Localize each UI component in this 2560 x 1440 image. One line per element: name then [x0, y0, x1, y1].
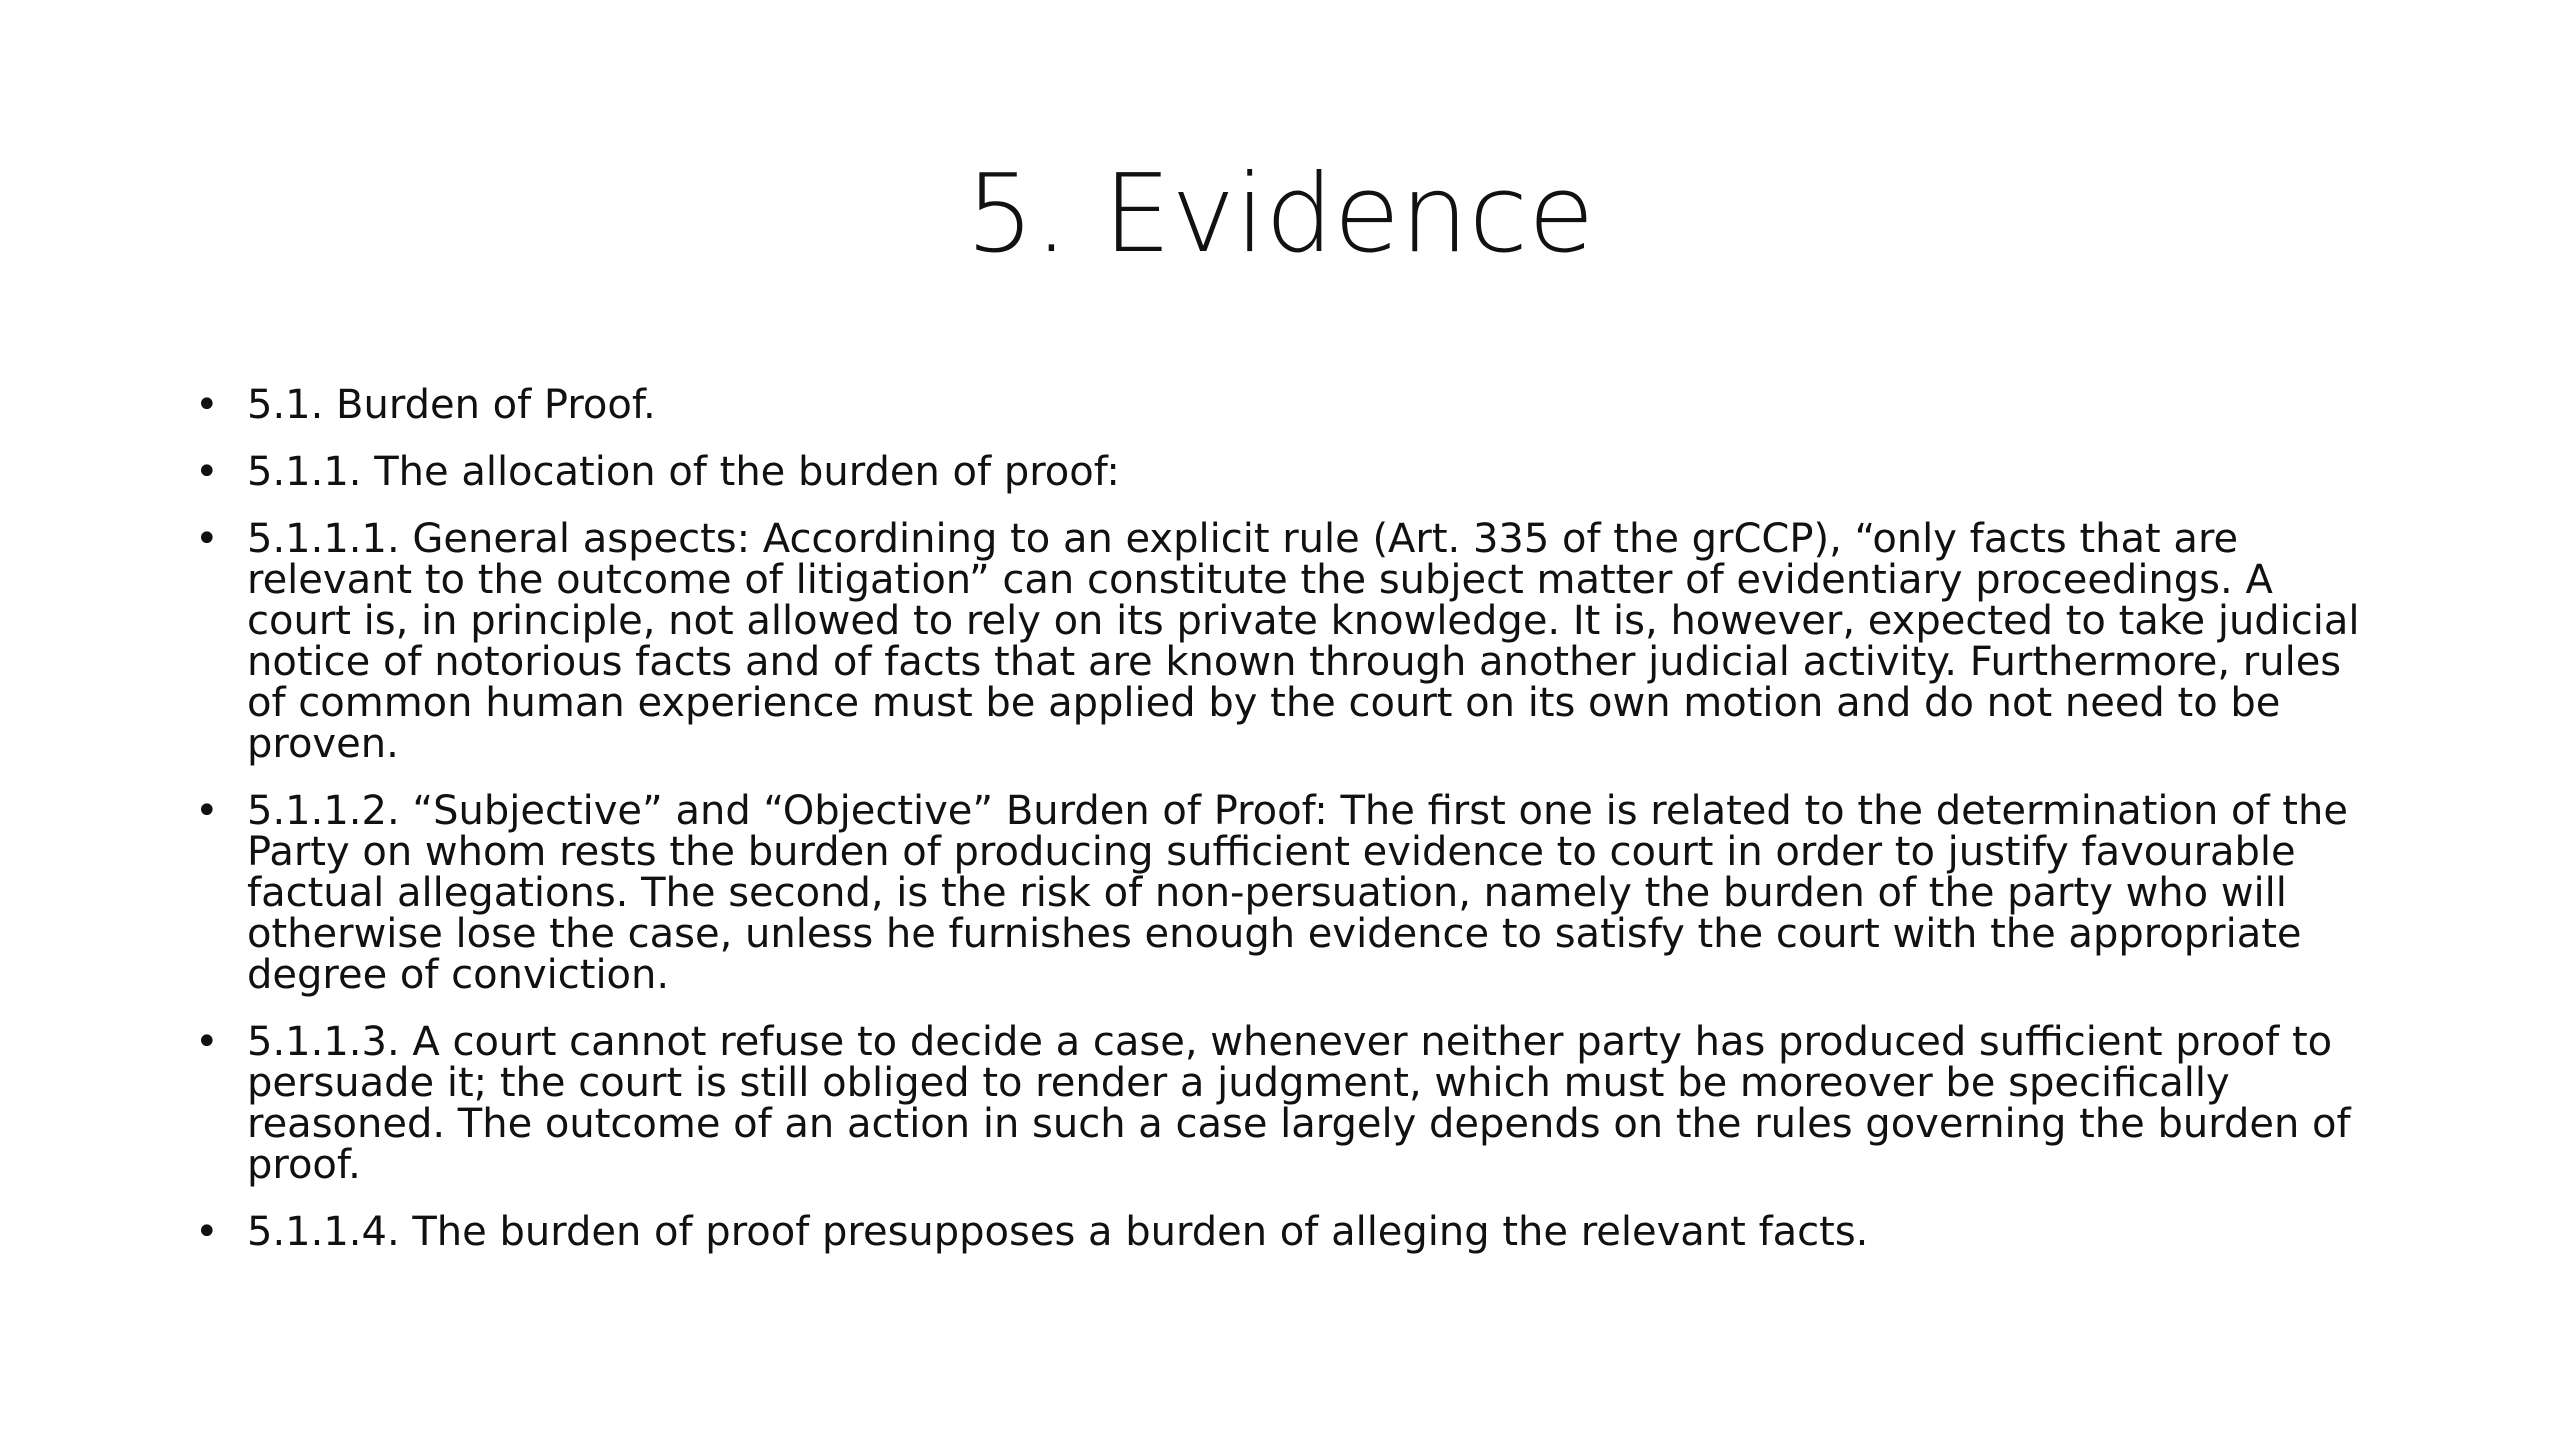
bullet-item: [195, 382, 2375, 428]
bullet-dot-icon: •: [195, 382, 219, 428]
bullet-dot-icon: •: [195, 1209, 219, 1255]
slide-title: 5. Evidence: [965, 152, 1595, 277]
bullet-item: [195, 1209, 2375, 1255]
bullet-text: 5.1.1. The allocation of the burden of proof:: [247, 449, 1120, 495]
bullet-dot-icon: •: [195, 1019, 219, 1065]
bullet-dot-icon: •: [195, 788, 219, 834]
bullet-text: 5.1.1.2. “Subjective” and “Objective” Burden of Proof: The first one is related to the determination of the Party on whom rests the burden of producing sufficient evidence to court in order to justify favourable factual allegations. The second, is the risk of non-persuation, namely the burden of the party who will otherwise lose the case, unless he furnishes enough evidence to satisfy the court with the appropriate degree of conviction.: [247, 788, 2348, 998]
bullet-item: [195, 788, 2375, 998]
bullet-item: [195, 516, 2375, 767]
bullet-list: [195, 382, 2375, 1279]
bullet-item: [195, 449, 2375, 495]
bullet-text: 5.1.1.3. A court cannot refuse to decide a case, whenever neither party has produced sufficient proof to persuade it; the court is still obliged to render a judgment, which must be moreover be specifically reasoned. The outcome of an action in such a case largely depends on the rules governing the burden of proof.: [247, 1019, 2351, 1188]
bullet-item: [195, 1019, 2375, 1188]
bullet-text: 5.1. Burden of Proof.: [247, 382, 656, 428]
bullet-text: 5.1.1.1. General aspects: Accordining to an explicit rule (Art. 335 of the grCCP), “only facts that are relevant to the outcome of litigation” can constitute the subject matter of evidentiary proceedings. A court is, in principle, not allowed to rely on its private knowledge. It is, however, expected to take judicial notice of notorious facts and of facts that are known through another judicial activity. Furthermore, rules of common human experience must be applied by the court on its own motion and do not need to be proven.: [247, 516, 2360, 767]
bullet-text: 5.1.1.4. The burden of proof presupposes a burden of alleging the relevant facts.: [247, 1209, 1869, 1255]
bullet-dot-icon: •: [195, 516, 219, 562]
bullet-dot-icon: •: [195, 449, 219, 495]
